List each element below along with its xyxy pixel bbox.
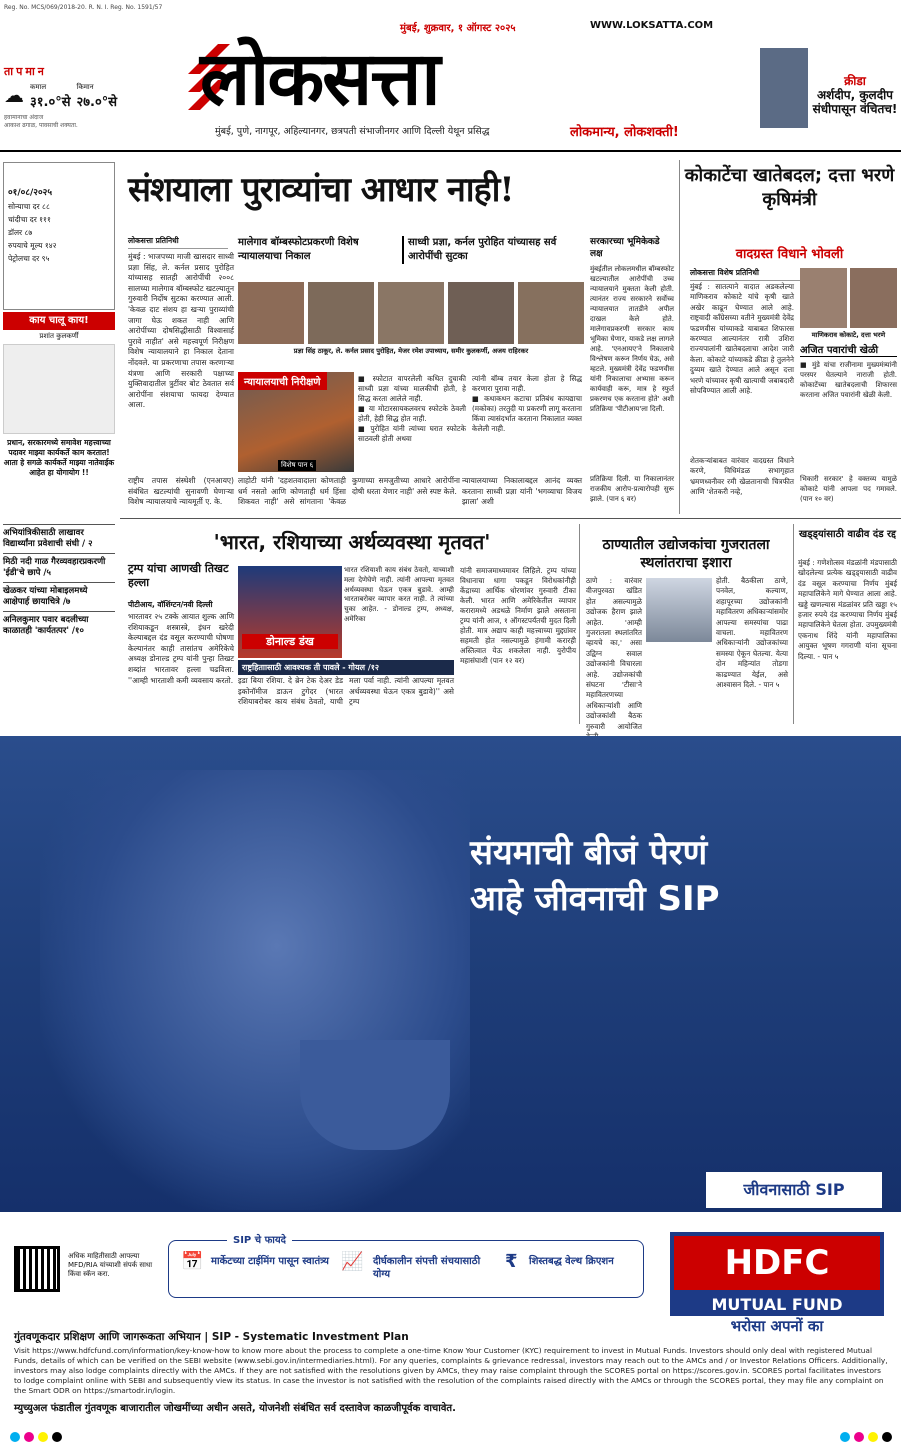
magenta-dot [24,1432,34,1442]
kokate-byline: लोकसत्ता विशेष प्रतिनिधी [690,268,800,281]
index-row: सोन्याचा दर ८८ [8,202,50,211]
column-divider [679,160,680,514]
cyan-dot [840,1432,850,1442]
black-dot [52,1432,62,1442]
side-item[interactable]: खेळकर यांच्या मोबाइलमध्ये आक्षेपार्ह छायाचित्रे /७ [3,582,115,611]
max-temp: ३१.०°से [30,95,71,110]
sports-label: क्रीडा [844,74,866,88]
black-dot [882,1432,892,1442]
forecast-label: हवामानाचा अंदाज [4,114,44,121]
index-date: ०१/०८/२०२५ [8,188,53,198]
portrait-photo [850,268,897,328]
hdfc-logo [670,1232,884,1335]
flower-pot [300,1040,450,1150]
observation: ■ स्फोटात वापरलेली कथित दुचाकी साध्वी प्रज्ञा यांच्या मालकीची होती, हे सिद्ध करता आलेले नाही. [358,374,466,403]
box-headline: अजित पवारांची खेळी [800,342,897,357]
side-body: मुंबईतील लोकलमधील बॉम्बस्फोट खटल्यातील आरोपींची उच्च न्यायालयाने मुक्तता केली होती. त्यानंतर राज्य सरकारने सर्वोच्च न्यायालयात तातडीने अपील दाखल केले होते. मालेगावप्रकरणी सरकार काय भूमिका घेणार, याकडे लक्ष लागले आहे. 'एनआयए'ने निकालाचे विश्लेषण करून निर्णय घेऊ, असे म्हटले. मुख्यमंत्री देवेंद्र फडणवीस यांनी निकालाचा अभ्यास करून कार्यवाही करू, मात्र हे स्फुर्त प्रकरणच एक करताना होते' अशी प्रतिक्रिया 'पीटीआय'ला दिली. [590,265,674,413]
index-row: पेट्रोलचा दर ९५ [8,254,50,263]
calendar-icon: 📅 [181,1251,204,1272]
rupee-icon: ₹ [505,1251,518,1272]
khadda-headline: खड्ड्यांसाठी वाढीव दंड रद्द [799,529,896,540]
cartoon-title: काय चालू काय! [3,312,115,330]
kokate-body-cont: शेतकऱ्यांबाबत वारंवार वादग्रस्त विधाने करणे, विधिमंडळ सभागृहात भ्रमणध्वनीवर रमी खेळतानाची चित्रफीत आणि 'शेतकरी नव्हे, [690,456,794,497]
observation: ■ पुरोहित यांनी त्यांच्या घरात स्फोटके साठवली होती अथवा [358,424,466,443]
kokate-tail: भिकारी सरकार' हे वक्तव्य यामुळे कोकाटे यांनी आपला पद गमावले. (पान १० वर) [800,475,897,503]
observations-col2 [472,374,582,474]
lead-subhead-left: मालेगाव बॉम्बस्फोटप्रकरणी विशेष न्यायालयाचा निकाल [238,237,359,262]
market-index-box [3,162,115,310]
trump-image-label: डोनाल्ड डंख [242,634,338,649]
min-temp: २७.०°से [76,95,118,110]
kokate-body: मुंबई : सातत्याने वादात अडकलेल्या माणिकराव कोकाटे यांचे कृषी खाते अखेर काढून घेण्यात आले आहे. राष्ट्रवादी काँग्रेसच्या वतीने मुख्यमंत्री देवेंद्र फडणवीस यांच्याकडे याबाबत शिफारस करण्यात आल्यानंतर रात्री उशिरा राज्यपालांनी खातेबदलाचा आदेश जारी केला. कोकाटे यांच्याकडे क्रीडा हे तुलनेने दुय्यम खाते देण्यात आले असून दत्ता भरणे यांच्यावर कृषी खात्याची जबाबदारी सोपविण्यात आली आहे. [690,282,794,396]
index-row: चांदीचा दर १११ [8,215,51,224]
trump-dateline: पीटीआय, वॉशिंग्टन/नवी दिल्ली [128,600,213,609]
thane-headline: ठाण्यातील उद्योजकांचा गुजरातला स्थलांतराचा इशारा [602,537,770,571]
lead-body-cont: राष्ट्रीय तपास संस्थेशी (एनआयए) संबंधित खटल्यांची सुनावणी घेणाऱ्या विशेष न्यायालयाचे न्यायमूर्ती ए. के. [128,476,234,507]
column-divider [793,524,794,724]
side-index-list [3,524,115,640]
cyan-dot [10,1432,20,1442]
cartoon-image [3,344,115,434]
hdfc-tagline: भरोसा अपनों का [730,1317,824,1335]
lead-headline: संशयाला पुराव्यांचा आधार नाही! [128,170,514,210]
observations-col1 [358,374,466,474]
section-rule [120,518,901,519]
kokate-subhead: वादग्रस्त विधाने भोवली [735,247,844,262]
hdfc-brand: HDFC [670,1232,884,1294]
box-body: ■ मुंडे यांचा राजीनामा मुख्यमंत्र्यांनी परस्पर घेतल्याने नाराजी होती. कोकाटेंच्या खातेबदलाची शिफारस करताना अजित पवारांनी खेळी केली. [800,361,897,399]
disclaimer-footer: म्युच्युअल फंडातील गुंतवणूक बाजारातील जोखमींच्या अधीन असते, योजनेशी संबंधित सर्व दस्तावेज काळजीपूर्वक वाचावेत. [14,1403,456,1414]
ministers-photos [800,268,897,328]
trump-col3: यांनी समाजमाध्यमावर लिहिले. ट्रम्प यांच्या विधानाचा धागा पकडून विरोधकांनीही केंद्राच्या आर्थिक धोरणांवर गुरुवारी टीका केली. भारत आणि अमेरिकेतील व्यापार करारामध्ये अडथळे निर्माण झाले असताना ट्रम्प यांनी आज, १ ऑगस्टपर्यंतची मुदत दिली होती. मात्र अद्याप काही महत्त्वाच्या मुद्द्यांवर सहमती होत नसल्यामुळे हंगामी करारही अस्तित्वात येऊ शकलेला नाही. युरोपीय महासंघाशी (पान १२ वर) [460,566,576,665]
observation: ■ कथाकथन कटाचा प्रतिबंध कायद्याचा (मकोका) तरतुदी या प्रकरणी लागू करताना किंवा त्यासंदर्भात करताना निकालात व्यक्त केलेली नाही. [472,394,582,433]
sip-feature: दीर्घकालीन संपत्ती संचयासाठी योग्य [373,1256,481,1280]
observations-label: न्यायालयाची निरीक्षणे [238,372,327,390]
cartoon-caption: प्रधान, सरकारमध्ये समावेश महत्त्वाच्या पदावर माझ्या कार्यकर्ते काम करतात! आता हे सगळे कार्यकर्ते माझ्या नातेवाईक आहेत हा योगायोग !! [3,438,115,477]
max-label: कमाल [30,83,47,91]
qr-text: अधिक माहितीसाठी आपल्या MFD/RIA यांच्याशी संपर्क साधा किंवा स्कॅन करा. [68,1252,153,1278]
goyal-bar[interactable]: राष्ट्रहिताासाठी आवश्यक ती पावले - गोयल /१२ [238,660,454,675]
sports-headline: अर्शदीप, कुलदीप संधीपासून वंचितच! [812,88,898,116]
registration-number: Reg. No. MCS/069/2018-20. R. N. I. Reg. No. 1591/57 [4,4,163,11]
lead-byline: लोकसत्ता प्रतिनिधी [128,236,228,249]
growth-chart-icon: 📈 [341,1251,364,1272]
column-divider [579,524,580,724]
sip-benefits-box [168,1235,644,1298]
portrait-photo [800,268,847,328]
power-tower-photo [646,578,712,642]
lead-col3: लाहोटी यांनी 'दहशतवादाला कोणताही धर्म नसतो आणि कोणताही धर्म हिंसा शिकवत नाही' असे सांगताना 'केवळ कुणाच्या समजुतीच्या आधारे आरोपींना दोषी धरता येणार नाही' असे स्पष्ट केले. [238,476,460,507]
trump-col2: इडा बिया रशिया. दे ब्रेन टेक देअर डेड इकोनॉमीज डाऊन टुगेदर (भारत रशियाबरोबर काय संबंध ठेवतो, याची मला पर्वा नाही. त्यांनी आपल्या मृतवत अर्थव्यवस्था घेऊन एकत्र बुडावे)'' असे ट्रम्प [238,676,454,707]
portrait-photo [308,282,374,344]
website-link[interactable]: WWW.LOKSATTA.COM [590,20,714,31]
qr-code[interactable] [14,1246,60,1292]
slogan: लोकमान्य, लोकशक्ती! [570,125,679,140]
sip-feature: मार्केटच्या टाईमिंग पासून स्वातंत्र्य [211,1256,329,1267]
color-registration-marks [10,1432,62,1444]
trump-body: भारतावर २५ टक्के आयात शुल्क आणि रशियाकडून शस्त्रास्त्रे, इंधन खरेदी केल्याबद्दल दंड वसूल करण्याची घोषणा केल्यानंतर काही तासांतच अमेरिकेचे अध्यक्ष डोनाल्ड ट्रम्प यांनी पुन्हा तिखट शब्दांत भारतावर हल्ला चढविला. ''आम्ही भारताशी कमी व्यवसाय करतो. [128,612,234,685]
index-row: रुपयाचे मूल्य १४२ [8,241,57,250]
weather-box [4,64,116,129]
trump-headline: 'भारत, रशियाच्या अर्थव्यवस्था मृतवत' [213,530,491,554]
color-registration-marks [840,1432,892,1444]
cartoon-author: प्रशांत कुलकर्णी [39,332,79,340]
photos-caption: प्रज्ञा सिंह ठाकूर, ले. कर्नल प्रसाद पुरोहित, मेजर रमेश उपाध्याय, समीर कुलकर्णी, अजय राहिरकर [293,347,529,355]
ad-headline [470,830,890,922]
lead-body: मुंबई : भाजपच्या माजी खासदार साध्वी प्रज्ञा सिंह, ले. कर्नल प्रसाद पुरोहित यांच्यासह सातही आरोपींची २००८ सालच्या मालेगाव बॉम्बस्फोट खटल्यातून गुरुवारी निर्दोष सुटका करण्यात आली. 'केवळ दाट संशय हा खऱ्या पुराव्यांची जागा घेऊ शकत नाही आणि आरोपींच्या दोषसिद्धीसाठी विश्वासार्ह पुरावे नाहीत' असे महत्त्वपूर्ण निरीक्षण विशेष न्यायालयाने हा निकाल देताना नोंदवले. या प्रकरणाचा तपास करणाऱ्या यंत्रणा आणि सरकारी पक्षाच्या युक्तिवादातील त्रुटींवर बोट ठेवतात सर्व आरोपींना संशयाचा फायदा देण्यात आला. [128,252,234,410]
hdfc-brand-sub: MUTUAL FUND [670,1294,884,1316]
masthead-title: लोकसत्ता [200,36,439,122]
sports-teaser[interactable] [810,74,900,116]
cricketer-photo [760,48,808,128]
portrait-photo [518,282,584,344]
side-kicker: सरकारच्या भूमिकेकडे लक्ष [590,237,660,259]
ministers-caption: माणिकराव कोकाटे, दत्ता भरणे [811,331,886,339]
portrait-photo [448,282,514,344]
trump-quote: भारत रशियाशी काय संबंध ठेवतो, याच्याशी मला देणेघेणे नाही. त्यांनी आपल्या मृतवत अर्थव्यवस्था घेऊन एकत्र बुडावे. आम्ही भारताबरोबर व्यापार करत नाही. ते त्यांच्या चुका आहेत. - डोनाल्ड ट्रम्प, अध्यक्ष, अमेरिका [344,566,454,623]
issue-date: मुंबई, शुक्रवार, १ ऑगस्ट २०२५ [400,23,516,34]
min-label: किमान [76,83,94,91]
lead-subhead-right: साध्वी प्रज्ञा, कर्नल पुरोहित यांच्यासह सर्व आरोपींची सुटका [402,236,582,264]
photo-page-label: विशेष पान ६ [278,460,316,471]
yellow-dot [38,1432,48,1442]
weather-title: तापमान [4,65,47,78]
cloud-icon: ☁ [4,83,24,107]
side-item[interactable]: अभियांत्रिकीसाठी लाखावर विद्यार्थ्यांना प्रवेशाची संधी / २ [3,524,115,553]
disclaimer-heading: गुंतवणूकदार प्रशिक्षण आणि जागरूकता अभियान | SIP - Systematic Investment Plan [14,1331,409,1343]
accused-photos [238,282,584,344]
side-item[interactable]: मिठी नदी गाळ गैरव्यवहारप्रकरणी 'ईडी'चे छापे /५ [3,553,115,582]
trump-kicker: ट्रम्प यांचा आणखी तिखट हल्ला [128,562,229,589]
disclaimer-text: Visit https://www.hdfcfund.com/information/key-know-how to know more about the process to complete a one-time Know Your Customer (KYC) requirement to invest in Mutual Funds. Investors should only deal with registered Mutual Funds, details of which can be verified on the SEBI website (www.sebi.gov.in/intermediaries.html). For any queries, complaints & grievance redressal, investors may reach out to the AMCs and / or Investor Relations Officers. Additionally, investors may also lodge complaints directly with the AMCs. If they are not satisfied with the resolutions given by AMCs, they may raise complaint through the SCORES portal on https://scores.gov.in. SCORES portal facilitates investors to lodge complaint online with SEBI and subsequently view its status. In case the investor is not satisfied with the resolution of the complaints raised directly with the AMCs or through the SCORES portal, they may file any complaint on the Smart ODR on https://smartodr.in/login. [14,1346,888,1395]
forecast-text: आकाश ढगाळ, पावसाची शक्यता. [4,122,78,129]
ad-headline-line2: आहे जीवनाची SIP [470,879,720,919]
lead-col4: न्यायालयाच्या निकालाबद्दल आनंद व्यक्त करताना साध्वी प्रज्ञा यांनी 'भगव्याचा विजय झाला' अशी [462,476,582,507]
khadda-body: मुंबई : गणेशोत्सव मंडळांनी मंडपासाठी खोदलेल्या प्रत्येक खड्ड्यासाठी वाढीव दंड वसूल करण्याचा निर्णय मुंबई महापालिकेने मागे घेण्यात आला आहे. खड्डे खणल्यास मंडळांवर प्रति खड्डा १५ हजार रुपये दंड करण्याचा निर्णय मुंबई महापालिकेने घेतला होता. उपमुख्यमंत्री एकनाथ शिंदे यांनी महापालिका आयुक्त भूषण गगराणी यांना सूचना दिल्या. - पान ५ [798,558,897,661]
kokate-headline: कोकाटेंचा खातेबदल; दत्ता भरणे कृषिमंत्री [684,165,895,210]
portrait-photo [238,282,304,344]
sip-benefits-title: SIP चे फायदे [227,1232,292,1246]
observation: त्यांनी बॉम्ब तयार केला होता हे सिद्ध करणारा पुरावा नाही. [472,374,582,393]
ad-tagline: जीवनासाठी SIP [706,1172,882,1208]
thane-body2: होती. बैठकीला ठाणे, पनवेल, कल्याण, शहापूरच्या उद्योजकांनी महावितरण अधिकाऱ्यांसमोर आपल्या समस्यांचा पाढा वाचला. महावितरण अधिकाऱ्यांनी उद्योजकांच्या समस्या ऐकून घेतल्या. येत्या दोन महिन्यांत तोडगा काढण्यात येईल, असे आश्वासन दिले. - पान ५ [716,576,788,690]
observation: ■ या मोटारसायकलवरच स्फोटके ठेवली होती, हेही सिद्ध होत नाही. [358,404,466,423]
index-row: डॉलर ८७ [8,228,33,237]
ad-headline-line1: संयमाची बीजं पेरणं [470,833,708,873]
magenta-dot [854,1432,864,1442]
yellow-dot [868,1432,878,1442]
portrait-photo [378,282,444,344]
thane-body1: ठाणे : वारंवार वीजपुरवठा खंडित होत असल्यामुळे उद्योजक हैराण झाले आहेत. 'आम्ही गुजरातला स्थलांतरित व्हायचे का,' असा उद्विग्न सवाल उद्योजकांनी विचारला आहे. उद्योजकांची संघटना 'टीसा'ने महावितरणच्या अधिकाऱ्यांशी आणि उद्योजकांशी बैठक गुरुवारी आयोजित [586,576,642,731]
sip-feature: शिस्तबद्ध वेल्थ क्रिएशन [529,1256,614,1267]
header-rule [0,150,901,152]
edition-list: मुंबई, पुणे, नागपूर, अहिल्यानगर, छत्रपती संभाजीनगर आणि दिल्ली येथून प्रसिद्ध [215,126,490,137]
side-foot: प्रतिक्रिया दिली. या निकालानंतर राजकीय आरोप-प्रत्यारोपही सुरू झाले. (पान ६ वर) [590,475,674,503]
side-item[interactable]: अनिलकुमार पवार बदलीच्या काळातही 'कार्यतत्पर' /१० [3,611,115,640]
